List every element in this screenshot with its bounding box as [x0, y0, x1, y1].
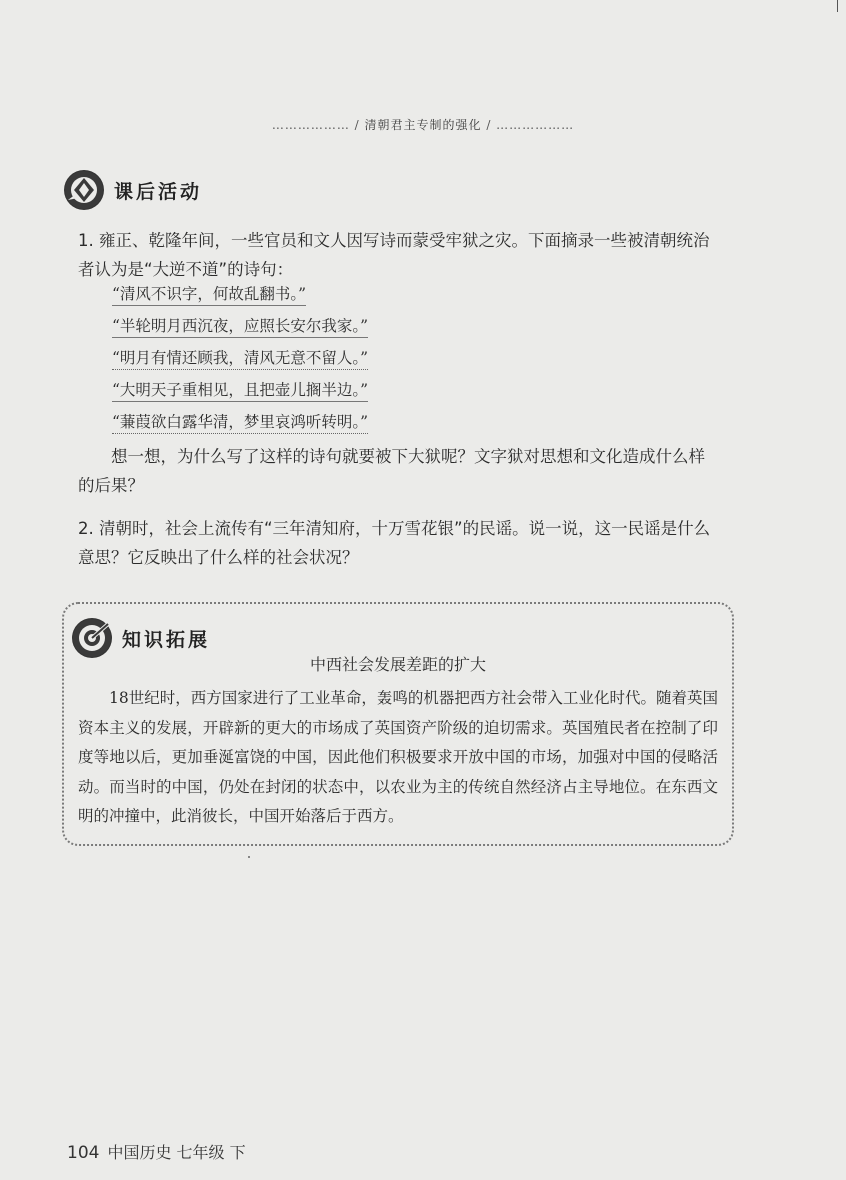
page-footer [67, 1140, 246, 1163]
activity-icon [64, 170, 104, 210]
running-header [0, 116, 846, 133]
knowledge-paragraph: 18世纪时，西方国家进行了工业革命，轰鸣的机器把西方社会带入工业化时代。随着英国资本主义的发展，开辟新的更大的市场成了英国资产阶级的迫切需求。英国殖民者在控制了印度等地以后，更加垂涎富饶的中国，因此他们积极要求开放中国的市场，加强对中国的侵略活动。而当时的中国，仍处在封闭的状态中，以农业为主的传统自然经济占主导地位。在东西文明的冲撞中，此消彼长，中国开始落后于西方。 [78, 689, 718, 825]
header-dots-right: / ……………… [481, 118, 575, 132]
poem-list [112, 280, 368, 440]
activities-heading [64, 170, 202, 210]
scan-edge-mark [837, 0, 838, 12]
poem-line: “蒹葭欲白露华清，梦里哀鸿听转明。” [112, 408, 368, 440]
knowledge-subtitle: 中西社会发展差距的扩大 [309, 655, 486, 674]
question-1-followup: 想一想，为什么写了这样的诗句就要被下大狱呢？文字狱对思想和文化造成什么样的后果？ [78, 447, 705, 495]
page-number: 104 [67, 1143, 100, 1163]
poem-line: “明月有情还顾我，清风无意不留人。” [112, 344, 368, 376]
header-dots-left: ……………… / [271, 118, 365, 132]
poem-line: “半轮明月西沉夜，应照长安尔我家。” [112, 312, 368, 344]
poem-line: “清风不识字，何故乱翻书。” [112, 280, 368, 312]
activities-title: 课后活动 [114, 180, 203, 203]
question-2: 2. 清朝时，社会上流传有“三年清知府，十万雪花银”的民谣。说一说，这一民谣是什么意思？它反映出了什么样的社会状况？ [78, 519, 711, 567]
knowledge-title: 知识拓展 [122, 628, 211, 651]
running-title: 清朝君主专制的强化 [364, 118, 482, 132]
question-1-intro: 1. 雍正、乾隆年间，一些官员和文人因写诗而蒙受牢狱之灾。下面摘录一些被清朝统治者认为是“大逆不道”的诗句： [78, 231, 710, 279]
book-title: 中国历史 七年级 下 [107, 1143, 246, 1162]
poem-line: “大明天子重相见，且把壶儿搁半边。” [112, 376, 368, 408]
scan-speck [248, 856, 250, 858]
